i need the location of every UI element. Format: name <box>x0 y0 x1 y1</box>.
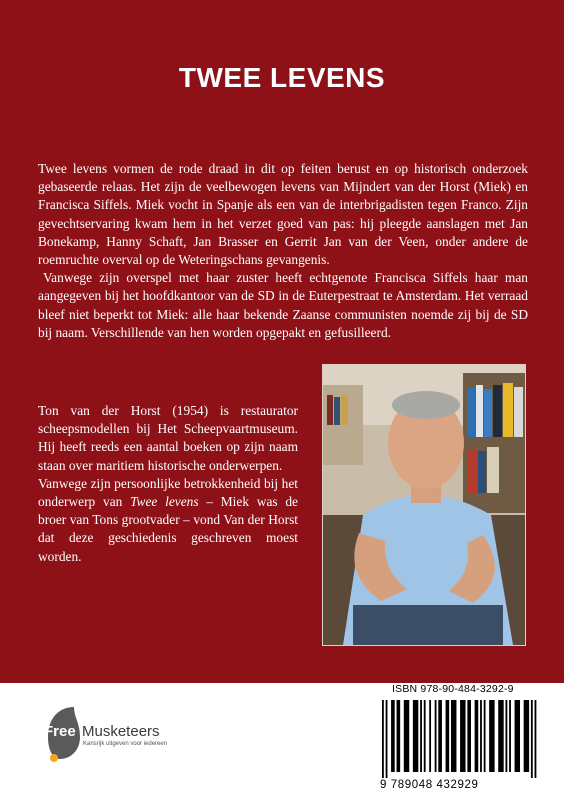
author-bio-paragraph-2 <box>38 475 298 566</box>
barcode-bar <box>404 700 409 772</box>
barcode-bar <box>498 700 503 772</box>
author-photo-illustration <box>323 365 525 645</box>
bio-text-after: – Miek was de broer van Tons grootvader – vond Van der Horst dat deze geschiedenis geschreven moest worden. <box>38 494 298 564</box>
publisher-name-free: Free <box>44 723 76 740</box>
barcode-bar <box>386 700 388 778</box>
isbn-barcode <box>380 700 542 778</box>
barcode-bar <box>438 700 442 772</box>
barcode-bar <box>413 700 418 772</box>
barcode-bar <box>382 700 384 778</box>
barcode-bar <box>391 700 395 772</box>
publisher-name-musketeers: Musketeers <box>82 723 160 740</box>
barcode-bar <box>424 700 426 772</box>
book-blurb <box>38 160 528 342</box>
barcode-bar <box>460 700 465 772</box>
barcode-bar <box>531 700 533 778</box>
barcode-bar <box>429 700 431 772</box>
barcode-bar <box>420 700 422 772</box>
barcode-bar <box>467 700 471 772</box>
author-photo <box>322 364 526 646</box>
blurb-paragraph-2: Vanwege zijn overspel met haar zuster heeft echtgenote Francisca Siffels haar man aangegeven bij het hoofdkantoor van de SD in de Euterpestraat te Amsterdam. Het verraad bleef niet beperkt tot Miek: alle haar bekende Zaanse communisten noemde zij bij de SD bij naam. Verschillende van hen worden opgepakt en gefusilleerd. <box>38 270 528 340</box>
barcode-digits: 9 789048 432929 <box>380 779 479 791</box>
barcode-bar <box>446 700 450 772</box>
barcode-bar <box>515 700 520 772</box>
barcode-bar <box>505 700 507 772</box>
isbn-label: ISBN 978-90-484-3292-9 <box>392 683 514 695</box>
barcode-bar <box>475 700 479 772</box>
barcode-bar <box>480 700 482 772</box>
book-title-italic: Twee levens <box>130 494 199 510</box>
bio-text-before: Vanwege zijn persoonlijke betrokkenheid bij het onderwerp van <box>38 475 298 510</box>
barcode-bar <box>509 700 511 772</box>
barcode-bar <box>451 700 456 772</box>
publisher-tagline: Kansrijk uitgeven voor iedereen <box>83 741 168 747</box>
barcode-bar <box>489 700 494 772</box>
blurb-paragraph-1: Twee levens vormen de rode draad in dit op feiten berust en op historisch onderzoek gebaseerde relaas. Het zijn de veelbewogen levens van Mijndert van der Horst (Miek) en Francisca Siffels. Miek vocht in Spanje als een van de interbrigadisten tegen Franco. Zijn gevechtservaring kwam hem in het verzet goed van pas: hij pleegde aanslagen met Jan Bonekamp, Hanny Schaft, Jan Brasser en Gerrit Jan van der Veen, onder andere de roemruchte overval op de Weteringschans gevangenis. <box>38 161 528 268</box>
barcode-bar <box>524 700 529 772</box>
author-bio <box>38 402 298 566</box>
book-title: TWEE LEVENS <box>178 62 386 93</box>
barcode-bar <box>397 700 401 772</box>
author-bio-paragraph-1: Ton van der Horst (1954) is restaurator scheepsmodellen bij Het Scheepvaartmuseum. Hij heeft reeds een aantal boeken op zijn naam staan over maritiem historische onderwerpen. <box>38 403 298 473</box>
barcode-bar <box>435 700 437 772</box>
barcode-bar <box>535 700 537 778</box>
barcode-bar <box>484 700 486 772</box>
